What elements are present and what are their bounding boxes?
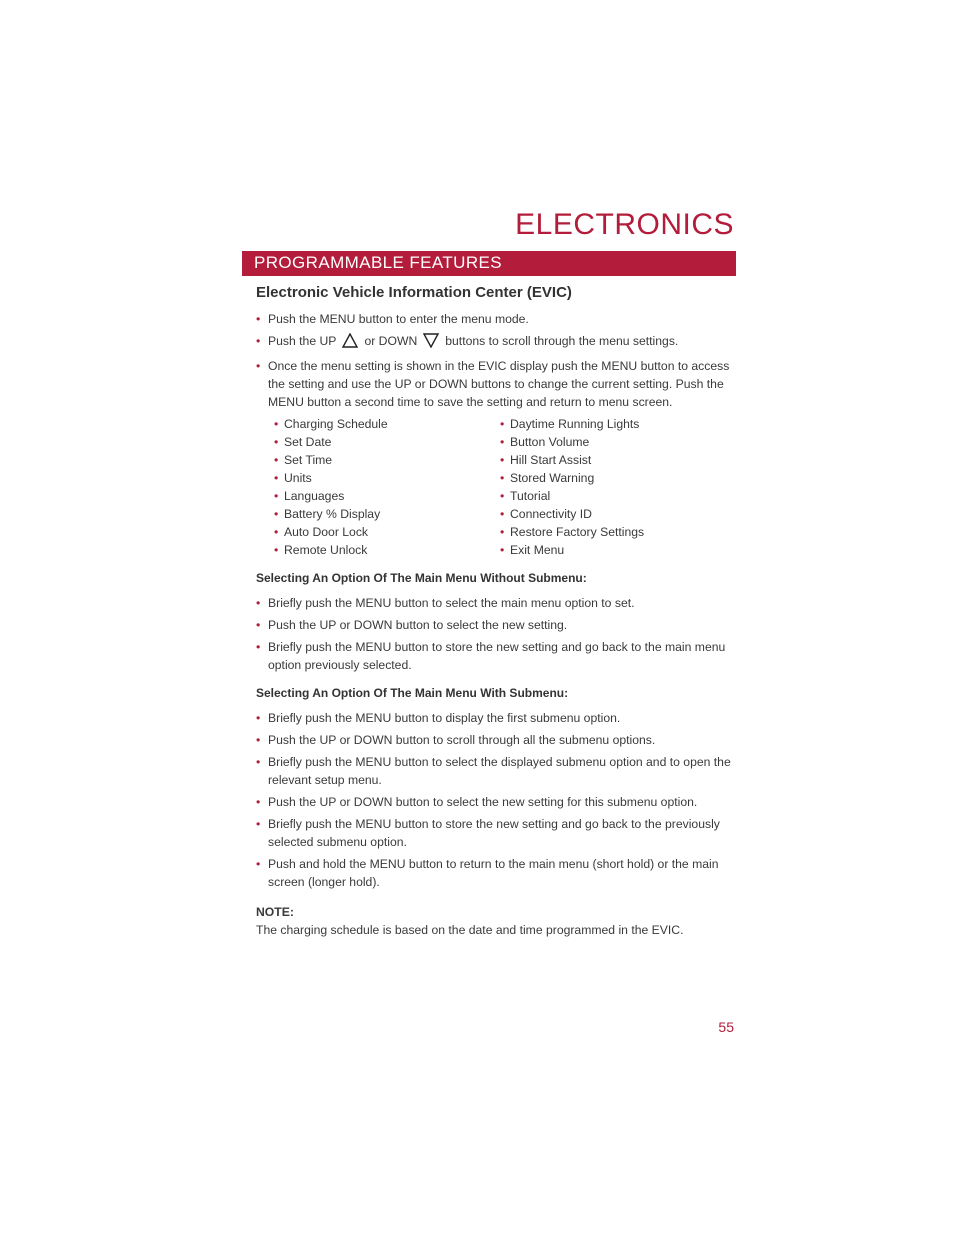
menu-item [500, 487, 726, 505]
bullet-dot: • [256, 312, 261, 326]
menu-item [500, 469, 726, 487]
menu-item-label: Languages [284, 489, 345, 503]
step-text: Briefly push the MENU button to display the first submenu option. [268, 711, 621, 725]
note-text: The charging schedule is based on the date and time programmed in the EVIC. [256, 923, 684, 937]
bullet-dot: • [256, 857, 261, 871]
with-submenu-list [256, 709, 736, 891]
with-submenu-title: Selecting An Option Of The Main Menu With Submenu: [256, 686, 569, 700]
menu-item-label: Charging Schedule [284, 417, 388, 431]
menu-item [500, 433, 726, 451]
bullet-dot: • [256, 817, 261, 831]
bullet-dot: • [256, 711, 261, 725]
bullet-dot: • [256, 334, 261, 348]
menu-item-label: Connectivity ID [510, 507, 592, 521]
bullet-dot: • [274, 417, 279, 431]
evic-bullet-1: Push the MENU button to enter the menu mode. [268, 312, 529, 326]
list-item [256, 855, 736, 891]
evic-bullet-3: Once the menu setting is shown in the EVIC display push the MENU button to access the setting and use the UP or DOWN buttons to change the current setting. Push the MENU button a second time to save the setting and return to menu screen. [268, 359, 730, 409]
menu-item [274, 433, 500, 451]
menu-items-grid [274, 415, 736, 559]
bullet-dot: • [500, 453, 505, 467]
menu-item [274, 451, 500, 469]
step-text: Briefly push the MENU button to select the displayed submenu option and to open the relevant setup menu. [268, 755, 731, 787]
bullet-dot: • [256, 795, 261, 809]
bullet-dot: • [274, 507, 279, 521]
menu-item-label: Auto Door Lock [284, 525, 369, 539]
bullet-dot: • [256, 618, 261, 632]
bullet-dot: • [500, 507, 505, 521]
menu-item-label: Restore Factory Settings [510, 525, 645, 539]
menu-item [274, 415, 500, 433]
step-text: Briefly push the MENU button to select the main menu option to set. [268, 596, 635, 610]
page-number: 55 [718, 1019, 734, 1035]
list-item [256, 793, 736, 811]
list-item [256, 638, 736, 674]
without-submenu-title: Selecting An Option Of The Main Menu Without Submenu: [256, 571, 587, 585]
list-item [256, 753, 736, 789]
menu-item [274, 469, 500, 487]
bullet-dot: • [256, 359, 261, 373]
step-text: Push and hold the MENU button to return to the main menu (short hold) or the main screen (longer hold). [268, 857, 719, 889]
list-item [256, 731, 736, 749]
evic-bullet-2a: Push the UP [268, 334, 337, 348]
menu-item-label: Stored Warning [510, 471, 595, 485]
menu-item [274, 487, 500, 505]
bullet-dot: • [256, 733, 261, 747]
menu-item-label: Exit Menu [510, 543, 565, 557]
section-header: ELECTRONICS [515, 208, 734, 241]
menu-item [274, 523, 500, 541]
bullet-dot: • [256, 755, 261, 769]
bullet-dot: • [500, 525, 505, 539]
evic-bullet-2c: buttons to scroll through the menu settings. [445, 334, 679, 348]
menu-item-label: Units [284, 471, 312, 485]
bullet-dot: • [274, 471, 279, 485]
bullet-dot: • [274, 525, 279, 539]
step-text: Push the UP or DOWN button to select the new setting for this submenu option. [268, 795, 698, 809]
up-triangle-icon [342, 333, 358, 353]
step-text: Push the UP or DOWN button to scroll through all the submenu options. [268, 733, 656, 747]
without-submenu-list [256, 594, 736, 674]
step-text: Push the UP or DOWN button to select the new setting. [268, 618, 568, 632]
section-bar [242, 251, 736, 276]
bullet-dot: • [274, 435, 279, 449]
page-content [256, 284, 736, 939]
list-item [256, 709, 736, 727]
list-item [256, 332, 736, 353]
step-text: Briefly push the MENU button to store the new setting and go back to the previously selected submenu option. [268, 817, 720, 849]
menu-item [500, 523, 726, 541]
list-item [256, 616, 736, 634]
menu-item [274, 541, 500, 559]
menu-item-label: Set Time [284, 453, 333, 467]
down-triangle-icon [423, 333, 439, 353]
evic-title: Electronic Vehicle Information Center (EVIC) [256, 284, 572, 301]
menu-item-label: Remote Unlock [284, 543, 368, 557]
bullet-dot: • [256, 596, 261, 610]
menu-item [500, 541, 726, 559]
menu-item-label: Tutorial [510, 489, 551, 503]
bullet-dot: • [500, 435, 505, 449]
menu-item [500, 415, 726, 433]
bullet-dot: • [500, 489, 505, 503]
section-bar-title: PROGRAMMABLE FEATURES [254, 253, 503, 272]
menu-item-label: Daytime Running Lights [510, 417, 640, 431]
bullet-dot: • [500, 543, 505, 557]
bullet-dot: • [500, 417, 505, 431]
note-label: NOTE: [256, 905, 294, 919]
list-item [256, 594, 736, 612]
bullet-dot: • [256, 640, 261, 654]
bullet-dot: • [274, 489, 279, 503]
bullet-dot: • [274, 453, 279, 467]
menu-item-label: Button Volume [510, 435, 590, 449]
list-item [256, 815, 736, 851]
evic-bullet-list [256, 310, 736, 411]
evic-bullet-2b: or DOWN [364, 334, 418, 348]
list-item [256, 310, 736, 328]
menu-item-label: Hill Start Assist [510, 453, 592, 467]
bullet-dot: • [274, 543, 279, 557]
menu-item [500, 451, 726, 469]
bullet-dot: • [500, 471, 505, 485]
menu-item-label: Battery % Display [284, 507, 381, 521]
menu-item [274, 505, 500, 523]
menu-item-label: Set Date [284, 435, 332, 449]
menu-item [500, 505, 726, 523]
step-text: Briefly push the MENU button to store the new setting and go back to the main menu option previously selected. [268, 640, 726, 672]
list-item [256, 357, 736, 411]
